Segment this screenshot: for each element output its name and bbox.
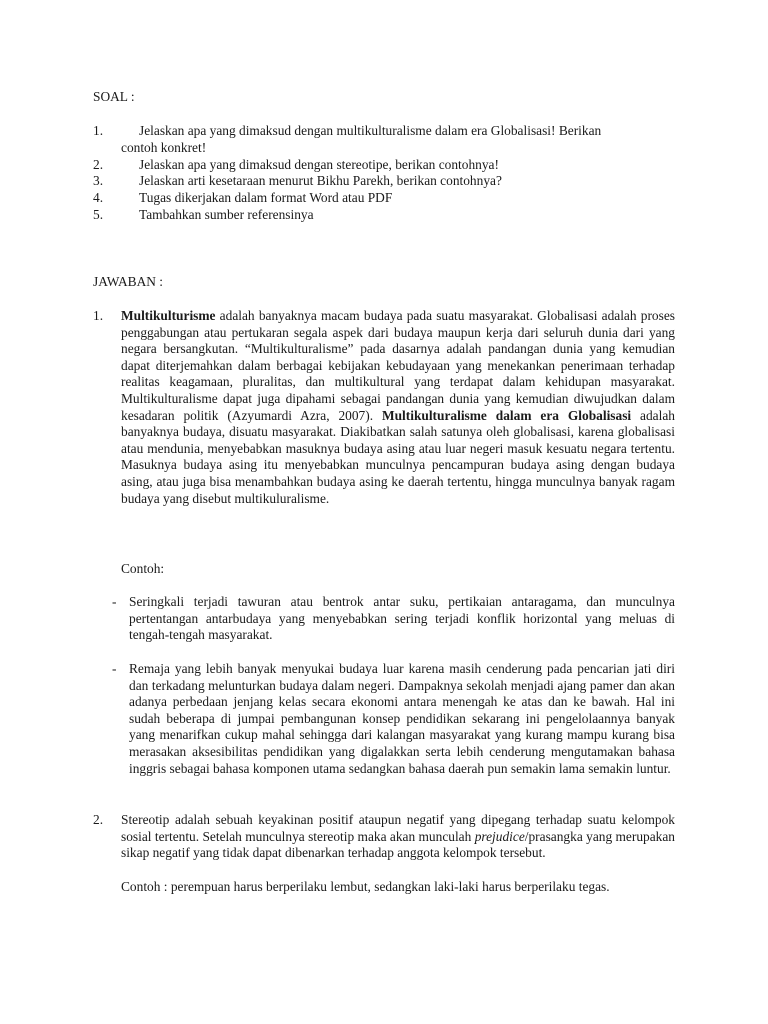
contoh-label: Contoh: [121,561,165,576]
term-multikulturisme: Multikulturisme [121,308,216,323]
bullet-dash: - [112,661,117,676]
soal-item-text: Jelaskan arti kesetaraan menurut Bikhu Parekh, berikan contohnya? [139,173,502,188]
soal-item-number: 1. [93,123,104,138]
contoh-item-text: Remaja yang lebih banyak menyukai budaya luar karena masih cenderung pada pencarian jati diri dan terkadang melunturkan budaya dalam negeri. Dampaknya sekolah menjadi ajang pamer dan akan adanya perbedaan jenjang kelas secara ekonomi antara menengah ke atas dan ke bawah. Hal ini sudah beberapa di jumpai pembangunan konsep pendidikan sekarang ini pengelolaannya banyak yang menarifkan cukup mahal sehingga dari kalangan masyarakat yang kurang mampu kurang bisa merasakan aksesibilitas pendidikan yang digalakkan serta lebih cenderung mengutamakan bahasa inggris sebagai bahasa komponen utama sedangkan bahasa daerah pun semakin lama semakin luntur. [129,661,675,776]
answer-1-text-part1: adalah banyaknya macam budaya pada suatu masyarakat. Globalisasi adalah proses penggabungan atau pertukaran segala aspek dari budaya maupun kerja dari seluruh dunia dari yang negara bersangkutan. “Multikulturalisme” pada dasarnya adalah pandangan dunia yang kemudian dapat diterjemahkan dalam berbagai kebijakan kebudayaan yang menekankan penerimaan terhadap realitas keagamaan, pluralitas, dan multikultural yang terdapat dalam kehidupan masyarakat. Multikulturalisme dapat juga dipahami sebagai pandangan dunia yang kemudian diwujudkan dalam kesadaran politik (Azyumardi Azra, 2007). [121,308,675,423]
soal-item-text: Jelaskan apa yang dimaksud dengan multikulturalisme dalam era Globalisasi! Berikan [139,123,602,138]
answer-1-number: 1. [93,308,104,323]
answer-1-text-part2: adalah banyaknya budaya, disuatu masyarakat. Diakibatkan salah satunya oleh globalisasi, karena globalisasi atau mendunia, menyebabkan masuknya budaya asing atau luar negeri masuk kesuatu negara tertentu. Masuknya budaya asing itu menyebabkan munculnya pencampuran budaya asing dengan budaya asing, atau juga bisa menambahkan budaya asing ke daerah tertentu, hingga munculnya banyak ragam budaya yang disebut multikuluralisme. [121,407,675,506]
soal-heading: SOAL : [93,89,135,104]
term-prejudice: prejudice [474,828,525,844]
soal-item-text: Jelaskan apa yang dimaksud dengan stereotipe, berikan contohnya! [139,157,499,172]
answer-2-number: 2. [93,812,104,827]
answer-2-paragraph [121,812,675,862]
bullet-dash: - [112,594,117,609]
soal-item-number: 5. [93,207,104,222]
contoh-item-text: Seringkali terjadi tawuran atau bentrok antar suku, pertikaian antaragama, dan munculnya pertentangan antarbudaya yang menyebabkan sering terjadi konflik horizontal yang meluas di tengah-tengah masyarakat. [129,594,675,643]
answer-1-paragraph [121,308,675,507]
term-multikulturalisme-globalisasi: Multikulturalisme dalam era Globalisasi [381,407,632,423]
soal-item-number: 4. [93,190,104,205]
soal-item-number: 3. [93,173,104,188]
soal-item-text-continued: contoh konkret! [121,140,207,155]
answer-2-contoh: Contoh : perempuan harus berperilaku lembut, sedangkan laki-laki harus berperilaku tegas. [121,879,610,894]
soal-item-number: 2. [93,157,104,172]
answer-2-text-part2: /prasangka yang merupakan sikap negatif yang tidak dapat dibenarkan terhadap anggota kelompok tersebut. [121,828,675,861]
answer-2-text-part1: Stereotip adalah sebuah keyakinan positif ataupun negatif yang dipegang terhadap suatu kelompok sosial tertentu. Setelah munculnya stereotip maka akan munculah [121,812,675,844]
soal-item-text: Tugas dikerjakan dalam format Word atau PDF [139,190,393,205]
soal-item-text: Tambahkan sumber referensinya [139,207,314,222]
jawaban-heading: JAWABAN : [93,274,163,289]
